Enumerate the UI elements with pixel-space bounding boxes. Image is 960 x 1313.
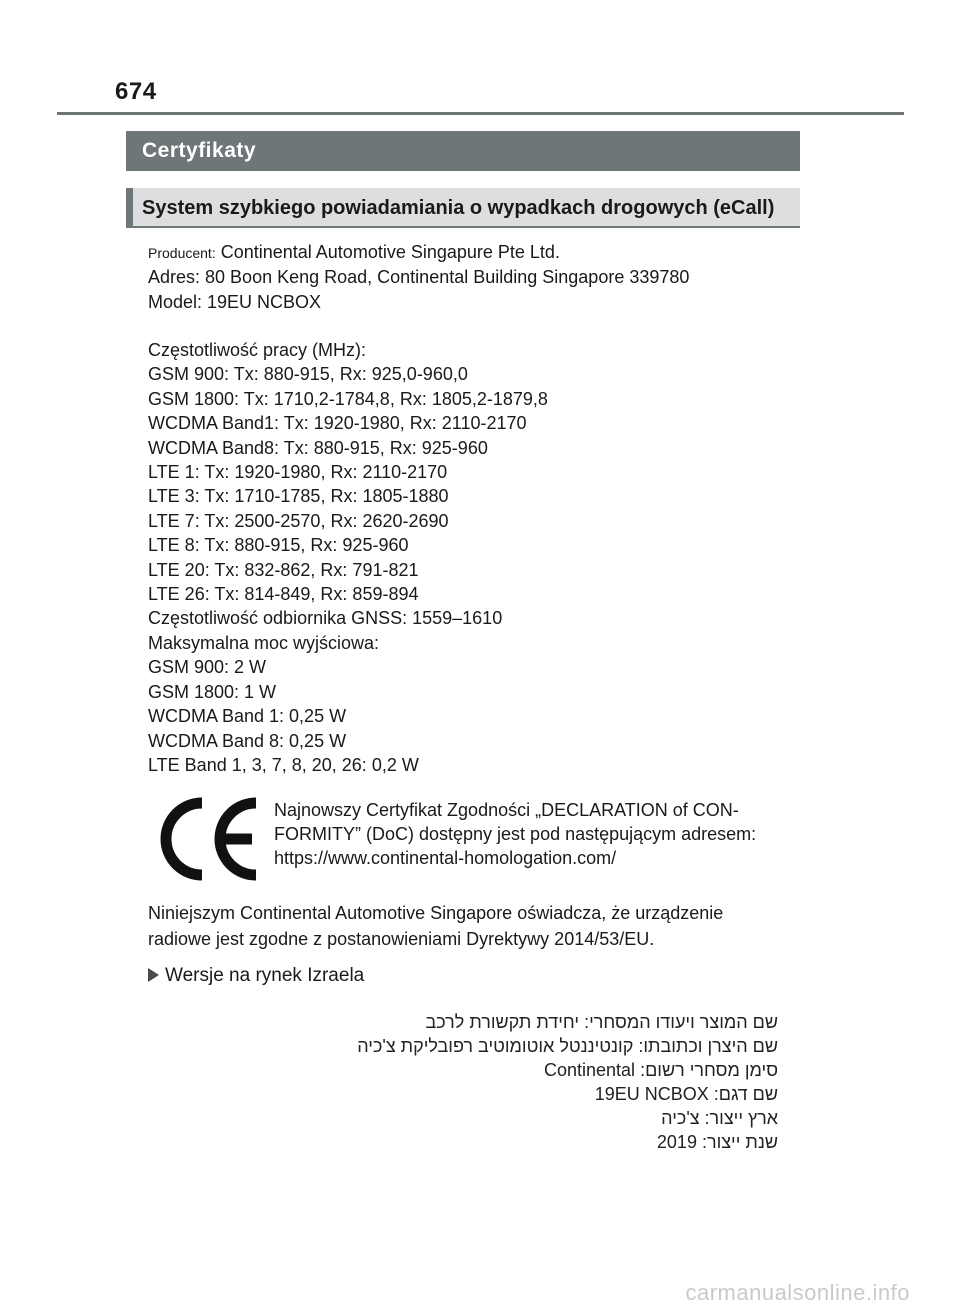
model-line: Model: 19EU NCBOX [148,291,322,312]
statement-line: radiowe jest zgodne z postanowieniami Dyrektywy 2014/53/EU. [148,929,655,949]
triangle-bullet-icon [148,968,159,982]
frequency-line: WCDMA Band1: Tx: 1920-1980, Rx: 2110-2170 [148,413,527,434]
ce-homologation-link[interactable]: https://www.continental-homologation.com/ [274,848,617,868]
section-title: Certyfikaty [126,131,800,171]
hebrew-line: שנת ייצור: 2019 [656,1132,778,1152]
ce-text-line: FORMITY” (DoC) dostępny jest pod następującym adresem: [274,824,757,844]
frequency-line: GSM 900: 2 W [148,657,267,678]
hebrew-line: שם היצרן וכתובתו: קונטיננטל אוטומוטיב רפובליקת צ'כיה [357,1036,778,1056]
hebrew-line: שם דגם: 19EU NCBOX [594,1084,778,1104]
frequency-line: LTE 20: Tx: 832-862, Rx: 791-821 [148,559,419,580]
israel-heading [148,964,364,988]
frequency-specs [148,338,548,777]
ce-text-line: Najnowszy Certyfikat Zgodności „DECLARATION of CON- [274,800,739,820]
conformity-statement [148,900,798,952]
producer-line [148,240,689,265]
subsection-title: System szybkiego powiadamiania o wypadkach drogowych (eCall) [126,188,800,228]
frequency-line: GSM 1800: Tx: 1710,2-1784,8, Rx: 1805,2-1879,8 [148,388,548,409]
frequency-line: LTE 3: Tx: 1710-1785, Rx: 1805-1880 [148,486,449,507]
hebrew-line: ארץ ייצור: צ'כיה [661,1108,778,1128]
watermark: carmanualsonline.info [685,1280,910,1305]
header-rule [57,112,904,115]
ce-mark-icon [150,789,262,889]
frequency-line: WCDMA Band 8: 0,25 W [148,730,347,751]
frequency-line: LTE 7: Tx: 2500-2570, Rx: 2620-2690 [148,510,449,531]
frequency-line: GSM 1800: 1 W [148,681,277,702]
frequency-line: Częstotliwość odbiornika GNSS: 1559–1610 [148,608,503,629]
statement-line: Niniejszym Continental Automotive Singapore oświadcza, że urządzenie [148,903,724,923]
hebrew-line: שם המוצר ויעודו המסחרי: יחידת תקשורת לרכב [425,1012,778,1032]
israel-heading-text: Wersje na rynek Izraela [165,965,365,986]
ce-declaration-text [274,798,802,870]
frequency-line: LTE 8: Tx: 880-915, Rx: 925-960 [148,535,409,556]
frequency-line: LTE Band 1, 3, 7, 8, 20, 26: 0,2 W [148,754,419,775]
address-line: Adres: 80 Boon Keng Road, Continental Building Singapore 339780 [148,267,690,288]
page-number: 674 [115,78,157,105]
hebrew-label-block [357,1010,778,1154]
producer-value: Continental Automotive Singapure Pte Ltd. [215,242,560,262]
frequency-line: LTE 26: Tx: 814-849, Rx: 859-894 [148,584,419,605]
producer-label: Producent: [148,245,216,261]
hebrew-line: סימן מסחרי רשום: Continental [543,1060,778,1080]
frequency-line: GSM 900: Tx: 880-915, Rx: 925,0-960,0 [148,364,468,385]
frequency-line: LTE 1: Tx: 1920-1980, Rx: 2110-2170 [148,462,448,483]
frequency-line: WCDMA Band8: Tx: 880-915, Rx: 925-960 [148,437,488,458]
frequency-line: WCDMA Band 1: 0,25 W [148,706,347,727]
frequency-line: Częstotliwość pracy (MHz): [148,340,367,360]
manufacturer-info [148,240,689,314]
frequency-line: Maksymalna moc wyjściowa: [148,632,380,653]
